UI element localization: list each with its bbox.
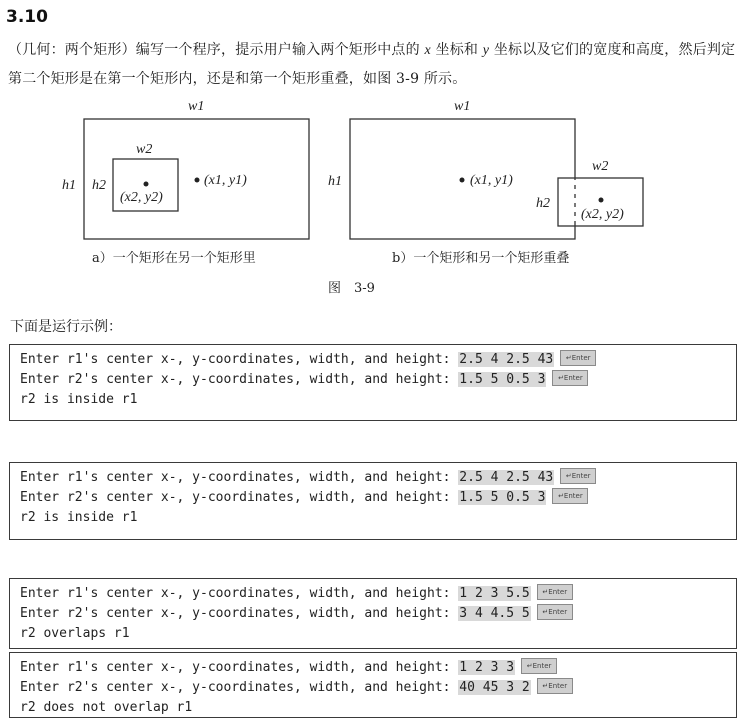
- b-label-w1: w1: [454, 99, 471, 114]
- user-input: 2.5 4 2.5 43: [459, 470, 554, 485]
- b-label-h1: h1: [328, 174, 342, 189]
- exercise-number: 3.10: [6, 7, 48, 27]
- user-input: 1.5 5 0.5 3: [459, 372, 546, 387]
- b-label-x1y1: (x1, y1): [470, 173, 513, 188]
- enter-key-icon: ↵Enter: [552, 370, 588, 386]
- b-label-h2: h2: [536, 196, 550, 211]
- enter-key-icon: ↵Enter: [552, 488, 588, 504]
- a-label-x1y1: (x1, y1): [204, 173, 247, 188]
- a-caption: a）一个矩形在另一个矩形里: [92, 251, 256, 266]
- console-line: Enter r1's center x-, y-coordinates, width, and height: 1 2 3 5.5 ↵Enter: [20, 584, 736, 604]
- a-point-x2y2: [144, 182, 149, 187]
- console-line: Enter r1's center x-, y-coordinates, width, and height: 1 2 3 3 ↵Enter: [20, 658, 736, 678]
- enter-key-icon: ↵Enter: [560, 350, 596, 366]
- a-point-x1y1: [195, 178, 200, 183]
- a-label-w2: w2: [136, 142, 153, 157]
- b-point-x1y1: [460, 178, 465, 183]
- enter-key-icon: ↵Enter: [560, 468, 596, 484]
- sample-run-intro: 下面是运行示例：: [10, 319, 122, 335]
- figure-caption: 图 3-9: [328, 281, 375, 296]
- b-label-x2y2: (x2, y2): [581, 207, 624, 222]
- enter-key-icon: ↵Enter: [537, 584, 573, 600]
- console-line: Enter r2's center x-, y-coordinates, width, and height: 1.5 5 0.5 3 ↵Enter: [20, 488, 736, 508]
- figure-3-9: [0, 96, 748, 306]
- console-line: Enter r1's center x-, y-coordinates, width, and height: 2.5 4 2.5 43 ↵Enter: [20, 350, 736, 370]
- a-label-h2: h2: [92, 178, 106, 193]
- console-output: r2 does not overlap r1: [20, 700, 193, 715]
- figure-drawing: [0, 96, 748, 306]
- console-line: Enter r1's center x-, y-coordinates, width, and height: 2.5 4 2.5 43 ↵Enter: [20, 468, 736, 488]
- user-input: 1 2 3 5.5: [459, 586, 530, 601]
- a-label-x2y2: (x2, y2): [120, 190, 163, 205]
- sample-run-3: [9, 578, 737, 649]
- console-line: Enter r2's center x-, y-coordinates, width, and height: 3 4 4.5 5 ↵Enter: [20, 604, 736, 624]
- user-input: 2.5 4 2.5 43: [459, 352, 554, 367]
- enter-key-icon: ↵Enter: [521, 658, 557, 674]
- user-input: 3 4 4.5 5: [459, 606, 530, 621]
- user-input: 1 2 3 3: [459, 660, 515, 675]
- b-label-w2: w2: [592, 159, 609, 174]
- b-caption: b）一个矩形和另一个矩形重叠: [392, 251, 570, 266]
- console-output: r2 is inside r1: [20, 392, 138, 407]
- console-output: r2 overlaps r1: [20, 626, 130, 641]
- user-input: 1.5 5 0.5 3: [459, 490, 546, 505]
- console-line: Enter r2's center x-, y-coordinates, width, and height: 40 45 3 2 ↵Enter: [20, 678, 736, 698]
- user-input: 40 45 3 2: [459, 680, 530, 695]
- console-output: r2 is inside r1: [20, 510, 138, 525]
- sample-run-1: [9, 344, 737, 421]
- sample-run-4: [9, 652, 737, 718]
- a-label-w1: w1: [188, 99, 205, 114]
- enter-key-icon: ↵Enter: [537, 604, 573, 620]
- sample-run-2: [9, 462, 737, 540]
- exercise-description: （几何：两个矩形）编写一个程序，提示用户输入两个矩形中点的 x 坐标和 y 坐标以及它们的宽度和高度，然后判定第二个矩形是在第一个矩形内，还是和第一个矩形重叠，如图 3-9 所示。: [8, 42, 736, 87]
- b-point-x2y2: [599, 198, 604, 203]
- enter-key-icon: ↵Enter: [537, 678, 573, 694]
- a-label-h1: h1: [62, 178, 76, 193]
- console-line: Enter r2's center x-, y-coordinates, width, and height: 1.5 5 0.5 3 ↵Enter: [20, 370, 736, 390]
